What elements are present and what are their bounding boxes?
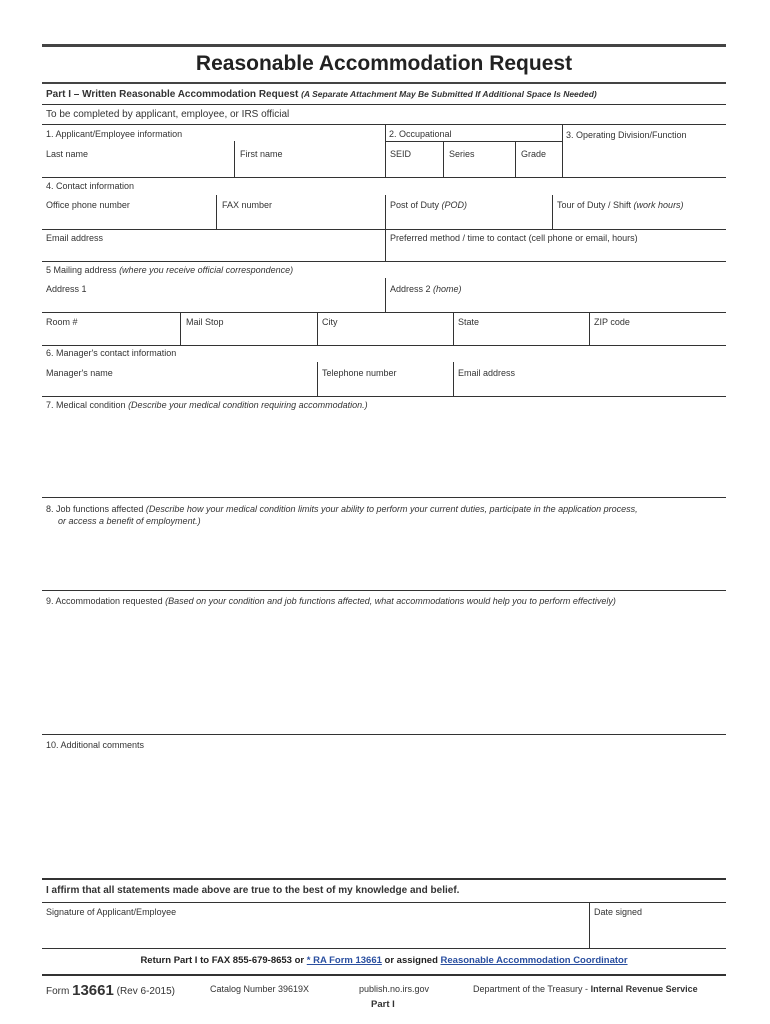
rule (385, 141, 562, 142)
divider (216, 195, 217, 229)
pod-label: Post of Duty (390, 200, 440, 210)
first-name-field[interactable]: First name (240, 149, 283, 159)
form-title: Reasonable Accommodation Request (195, 52, 573, 75)
divider (385, 124, 386, 177)
manager-name-field[interactable]: Manager's name (46, 368, 113, 378)
title-rule (42, 82, 726, 84)
rule (42, 948, 726, 949)
series-field[interactable]: Series (449, 149, 475, 159)
ra-form-link[interactable]: * RA Form 13661 (306, 955, 382, 966)
rule (42, 734, 726, 735)
fax-field[interactable]: FAX number (222, 200, 273, 210)
part1-heading (46, 89, 597, 100)
divider (180, 312, 181, 345)
form-word: Form (46, 986, 70, 997)
rule (42, 902, 726, 903)
rule (42, 312, 726, 313)
rule (42, 177, 726, 178)
manager-info-label: 6. Manager's contact information (46, 348, 177, 358)
medical-condition-field[interactable] (46, 400, 368, 410)
return-text-2: or assigned (384, 955, 438, 966)
job-functions-note-cont: or access a benefit of employment.) (58, 516, 201, 526)
mailing-address-label (46, 265, 293, 275)
footer-rule (42, 974, 726, 976)
divider (317, 312, 318, 345)
accommodation-note: (Based on your condition and job functions affected, what accommodations would help you to perform effectively) (165, 596, 616, 606)
divider (552, 195, 553, 229)
rule (42, 229, 726, 230)
last-name-field[interactable]: Last name (46, 149, 89, 159)
mailing-label-note: (where you receive official correspondence) (119, 265, 294, 275)
divider (453, 362, 454, 396)
address2-note: (home) (433, 284, 462, 294)
tour-of-duty-field[interactable] (557, 200, 684, 210)
rule (42, 104, 726, 105)
medical-condition-note: (Describe your medical condition requiring accommodation.) (128, 400, 368, 410)
divider (317, 362, 318, 396)
catalog-number: Catalog Number 39619X (210, 984, 310, 994)
divider (562, 124, 563, 177)
divider (385, 195, 386, 261)
zip-field[interactable]: ZIP code (594, 317, 630, 327)
divider (234, 141, 235, 177)
job-functions-field[interactable] (46, 504, 638, 514)
ra-coordinator-link[interactable]: Reasonable Accommodation Coordinator (440, 955, 628, 966)
post-of-duty-field[interactable] (390, 200, 467, 210)
office-phone-field[interactable]: Office phone number (46, 200, 130, 210)
tour-note: (work hours) (633, 200, 684, 210)
tour-label: Tour of Duty / Shift (557, 200, 632, 210)
pod-abbr: (POD) (441, 200, 468, 210)
signature-field[interactable]: Signature of Applicant/Employee (46, 907, 177, 917)
rule (42, 590, 726, 591)
divider (589, 312, 590, 345)
contact-info-label: 4. Contact information (46, 181, 135, 191)
part-indicator: Part I (371, 999, 395, 1010)
email-field[interactable]: Email address (46, 233, 104, 243)
rule (42, 345, 726, 346)
medical-condition-label: 7. Medical condition (46, 400, 126, 410)
rule (42, 497, 726, 498)
rule (42, 396, 726, 397)
rule (42, 261, 726, 262)
additional-comments-field[interactable]: 10. Additional comments (46, 740, 145, 750)
job-functions-label: 8. Job functions affected (46, 504, 144, 514)
form-number-value: 13661 (72, 982, 114, 999)
department-name: Department of the Treasury - (473, 984, 589, 994)
irs-name: Internal Revenue Service (590, 984, 698, 994)
city-field[interactable]: City (322, 317, 338, 327)
accommodation-label: 9. Accommodation requested (46, 596, 163, 606)
divider (453, 312, 454, 345)
room-field[interactable]: Room # (46, 317, 78, 327)
preferred-contact-field[interactable]: Preferred method / time to contact (cell phone or email, hours) (390, 233, 638, 243)
affirmation-text: I affirm that all statements made above are true to the best of my knowledge and belief. (46, 885, 460, 896)
return-instructions (42, 955, 726, 966)
rule (42, 878, 726, 880)
divider (515, 141, 516, 177)
seid-field[interactable]: SEID (390, 149, 412, 159)
completed-by-text: To be completed by applicant, employee, or IRS official (46, 109, 290, 120)
occupational-label: 2. Occupational (389, 129, 452, 139)
mail-stop-field[interactable]: Mail Stop (186, 317, 224, 327)
top-rule (42, 44, 726, 47)
divider (443, 141, 444, 177)
department-text (473, 984, 698, 994)
address2-field[interactable] (390, 284, 462, 294)
manager-phone-field[interactable]: Telephone number (322, 368, 397, 378)
mailing-label-text: 5 Mailing address (46, 265, 117, 275)
rule (42, 124, 726, 125)
divider (589, 902, 590, 948)
state-field[interactable]: State (458, 317, 480, 327)
address1-field[interactable]: Address 1 (46, 284, 87, 294)
part1-heading-text: Part I – Written Reasonable Accommodation Request (46, 89, 299, 100)
divider (385, 278, 386, 312)
form-number (46, 982, 175, 999)
form-revision: (Rev 6-2015) (116, 986, 175, 997)
address2-label: Address 2 (390, 284, 431, 294)
applicant-info-label: 1. Applicant/Employee information (46, 129, 183, 139)
job-functions-note: (Describe how your medical condition limits your ability to perform your current duties, participate in the application process, (145, 504, 638, 514)
return-text: Return Part I to FAX 855-679-8653 or (140, 955, 305, 966)
manager-email-field[interactable]: Email address (458, 368, 516, 378)
grade-field[interactable]: Grade (521, 149, 547, 159)
publish-site: publish.no.irs.gov (359, 984, 430, 994)
accommodation-requested-field[interactable] (46, 596, 616, 606)
operating-division-label: 3. Operating Division/Function (566, 130, 687, 140)
date-signed-field[interactable]: Date signed (594, 907, 643, 917)
part1-heading-note: (A Separate Attachment May Be Submitted If Additional Space Is Needed) (301, 89, 597, 99)
